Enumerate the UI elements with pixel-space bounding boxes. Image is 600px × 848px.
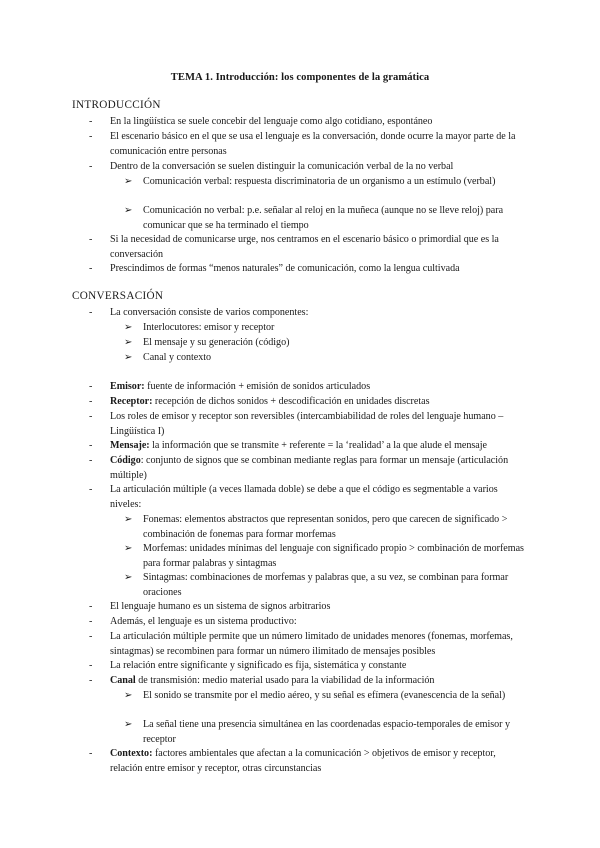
sub-bullet-item: ➢ Comunicación verbal: respuesta discriminatoria de un organismo a un estímulo (verbal) xyxy=(143,175,528,190)
term-emisor: Emisor: xyxy=(110,381,145,392)
bullet-item-codigo: - Código: conjunto de signos que se combinan mediante reglas para formar un mensaje (articulación múltiple) xyxy=(110,454,530,483)
sub-bullet-item: ➢ Interlocutores: emisor y receptor xyxy=(143,321,528,336)
bullet-item-emisor: - Emisor: fuente de información + emisión de sonidos articulados xyxy=(110,380,530,395)
bullet-item: - Los roles de emisor y receptor son reversibles (intercambiabilidad de roles del lenguaje humano – Lingüística I) xyxy=(110,410,530,439)
sub-bullet-item: ➢ Fonemas: elementos abstractos que representan sonidos, pero que carecen de significado > combinación de fonemas para formar morfemas xyxy=(124,514,508,540)
arrow-bullet-icon: ➢ xyxy=(124,322,133,333)
arrow-bullet-icon: ➢ xyxy=(124,690,133,701)
sub-bullet-item: ➢ Sintagmas: combinaciones de morfemas y palabras que, a su vez, se combinan para formar oraciones xyxy=(124,572,509,598)
arrow-bullet-icon: ➢ xyxy=(124,543,133,554)
bullet-item: - Dentro de la conversación se suelen distinguir la comunicación verbal de la no verbal xyxy=(110,160,530,175)
sub-bullet-item: ➢ El sonido se transmite por el medio aéreo, y su señal es efímera (evanescencia de la señal) xyxy=(143,689,528,704)
sub-bullet-item: ➢ El mensaje y su generación (código) xyxy=(143,336,528,351)
bullet-item-mensaje: - Mensaje: la información que se transmite + referente = la ‘realidad’ a la que alude el mensaje xyxy=(110,439,530,454)
arrow-bullet-icon: ➢ xyxy=(124,514,133,525)
section-heading-conversacion: CONVERSACIÓN xyxy=(72,290,164,302)
sub-bullet-item: ➢ La señal tiene una presencia simultánea en las coordenadas espacio-temporales de emisor y receptor xyxy=(124,719,511,745)
arrow-bullet-icon: ➢ xyxy=(124,176,133,187)
bullet-item: - El lenguaje humano es un sistema de signos arbitrarios xyxy=(110,600,530,615)
arrow-bullet-icon: ➢ xyxy=(124,572,133,583)
term-codigo: Código xyxy=(110,455,141,466)
bullet-item: - La conversación consiste de varios componentes: xyxy=(110,306,530,321)
bullet-item: - La articulación múltiple permite que un número limitado de unidades menores (fonemas, morfemas, sintagmas) se recombinen para formar un número ilimitado de mensajes posibles xyxy=(110,630,530,659)
arrow-bullet-icon: ➢ xyxy=(124,352,133,363)
arrow-bullet-icon: ➢ xyxy=(124,205,133,216)
arrow-bullet-icon: ➢ xyxy=(124,337,133,348)
arrow-bullet-icon: ➢ xyxy=(124,719,133,730)
bullet-item: - En la lingüística se suele concebir del lenguaje como algo cotidiano, espontáneo xyxy=(110,115,530,130)
sub-bullet-item: ➢ Comunicación no verbal: p.e. señalar al reloj en la muñeca (aunque no se lleve reloj) para comunicar que se ha terminado el tiempo xyxy=(124,205,504,231)
bullet-item-receptor: - Receptor: recepción de dichos sonidos + descodificación en unidades discretas xyxy=(110,395,530,410)
bullet-item: - Si la necesidad de comunicarse urge, nos centramos en el escenario básico o primordial que es la conversación xyxy=(110,233,530,262)
bullet-item-contexto: - Contexto: factores ambientales que afectan a la comunicación > objetivos de emisor y receptor, relación entre emisor y receptor, otras circunstancias xyxy=(110,747,530,776)
bullet-item: - El escenario básico en el que se usa el lenguaje es la conversación, donde ocurre la mayor parte de la comunicación entre personas xyxy=(110,130,530,159)
bullet-item: - La articulación múltiple (a veces llamada doble) se debe a que el código es segmentable a varios niveles: xyxy=(110,483,530,512)
term-mensaje: Mensaje: xyxy=(110,440,150,451)
bullet-item: - Prescindimos de formas “menos naturales” de comunicación, como la lengua cultivada xyxy=(110,262,530,277)
document-title: TEMA 1. Introducción: los componentes de la gramática xyxy=(170,72,430,83)
term-contexto: Contexto: xyxy=(110,748,153,759)
section-heading-introduccion: INTRODUCCIÓN xyxy=(72,99,161,111)
sub-bullet-item: ➢ Morfemas: unidades mínimas del lenguaje con significado propio > combinación de morfemas para formar palabras y sintagmas xyxy=(124,543,524,569)
bullet-item: - La relación entre significante y significado es fija, sistemática y constante xyxy=(110,659,530,674)
term-canal: Canal xyxy=(110,675,136,686)
bullet-item: - Además, el lenguaje es un sistema productivo: xyxy=(110,615,530,630)
bullet-item-canal: - Canal de transmisión: medio material usado para la viabilidad de la información xyxy=(110,674,530,689)
sub-bullet-item: ➢ Canal y contexto xyxy=(143,351,528,366)
term-receptor: Receptor: xyxy=(110,396,153,407)
